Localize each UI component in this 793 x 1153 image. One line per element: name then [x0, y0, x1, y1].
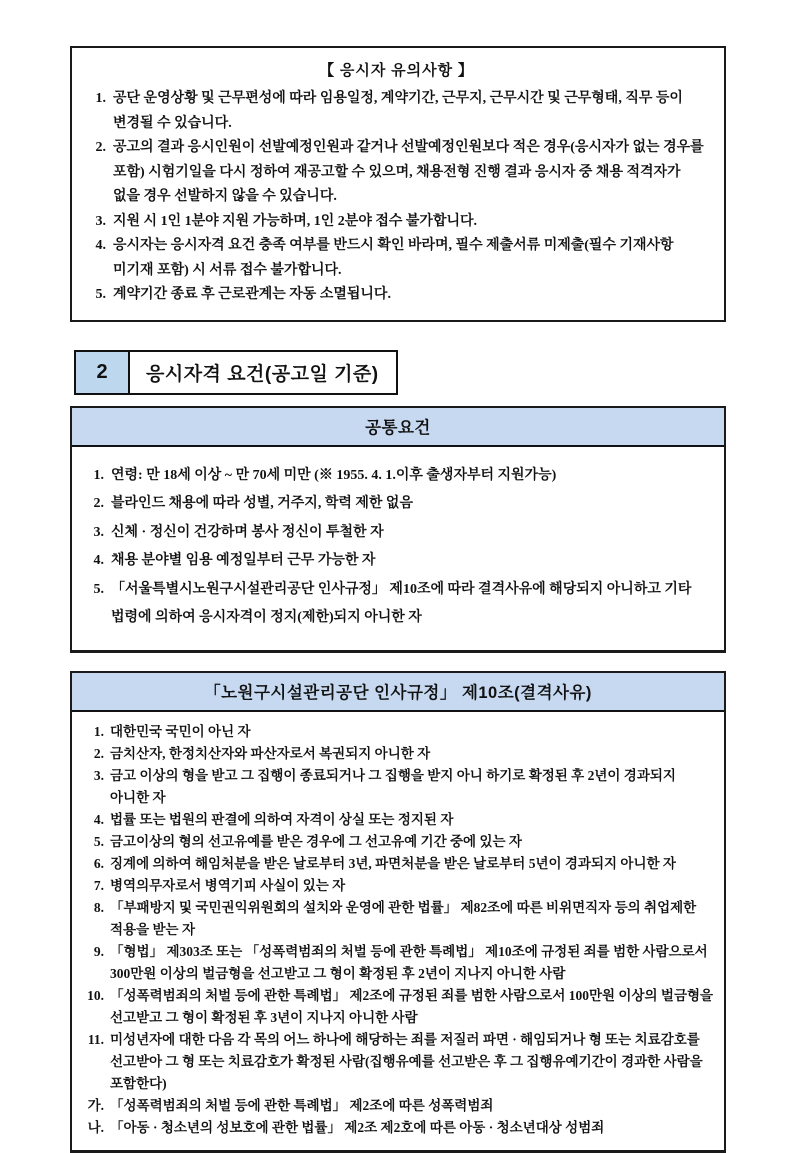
disqualification-subitem: [76, 1095, 714, 1117]
item-text: 법률 또는 법원의 판결에 의하여 자격이 상실 또는 정지된 자: [110, 811, 454, 827]
item-number: 2.: [93, 745, 104, 761]
disqualification-item: [76, 721, 714, 743]
item-text: 공고의 결과 응시인원이 선발예정인원과 같거나 선발예정인원보다 적은 경우(응시자가 없는 경우를 포함) 시험기일을 다시 정하여 재공고할 수 있으며, 채용전형 진행 결과 응시자 중 채용 적격자가 없을 경우 선발하지 않을 수 있습니다.: [113, 140, 704, 204]
item-number: 4.: [93, 811, 104, 827]
disqualification-item: [76, 743, 714, 765]
item-number: 5.: [95, 287, 106, 302]
disqualification-item: [76, 831, 714, 853]
item-number: 1.: [93, 723, 104, 739]
item-number: 2.: [93, 496, 104, 511]
item-number: 9.: [93, 943, 104, 959]
item-number: 6.: [93, 855, 104, 871]
common-requirements-box: [70, 406, 726, 653]
item-text: 「아동 · 청소년의 성보호에 관한 법률」 제2조 제2호에 따른 아동 · 청소년대상 성범죄: [110, 1119, 605, 1135]
item-number: 5.: [93, 833, 104, 849]
notice-item: [82, 87, 711, 136]
item-text: 응시자는 응시자격 요건 충족 여부를 반드시 확인 바라며, 필수 제출서류 미제출(필수 기재사항 미기재 포함) 시 서류 접수 불가합니다.: [113, 238, 674, 278]
section-number-badge: 2: [76, 352, 130, 393]
item-number: 8.: [93, 899, 104, 915]
item-number: 3.: [93, 524, 104, 540]
item-text: 계약기간 종료 후 근로관계는 자동 소멸됩니다.: [113, 287, 391, 302]
section-header: [74, 350, 398, 395]
item-number: 10.: [87, 987, 104, 1003]
disqualification-item: [76, 853, 714, 875]
disqualification-box: [70, 671, 726, 1153]
item-number: 1.: [95, 91, 106, 106]
notice-item: [82, 210, 711, 235]
item-text: 금치산자, 한정치산자와 파산자로서 복권되지 아니한 자: [110, 745, 431, 761]
disqualification-item: [76, 897, 714, 941]
item-text: 「서울특별시노원구시설관리공단 인사규정」 제10조에 따라 결격사유에 해당되지 아니하고 기타 법령에 의하여 응시자격이 정지(제한)되지 아니한 자: [111, 581, 692, 625]
disqualification-item: [76, 809, 714, 831]
item-text: 「형법」 제303조 또는 「성폭력범죄의 처벌 등에 관한 특례법」 제10조에 규정된 죄를 범한 사람으로서 300만원 이상의 벌금형을 선고받고 그 형이 확정된 후 2년이 지나지 아니한 사람: [110, 943, 708, 981]
item-text: 금고 이상의 형을 받고 그 집행이 종료되거나 그 집행을 받지 아니 하기로 확정된 후 2년이 경과되지 아니한 자: [110, 767, 676, 805]
disqualification-item: [76, 765, 714, 809]
disqualification-subitem: [76, 1117, 714, 1139]
requirement-item: [80, 519, 712, 548]
item-text: 대한민국 국민이 아닌 자: [110, 723, 251, 739]
item-number: 3.: [95, 213, 106, 229]
item-number: 나.: [87, 1119, 104, 1135]
disqualification-item: [76, 985, 714, 1029]
notice-box: [70, 46, 726, 322]
requirement-item: [80, 576, 712, 633]
disqualification-item: [76, 941, 714, 985]
item-text: 신체 · 정신이 건강하며 봉사 정신이 투철한 자: [111, 524, 384, 540]
item-text: 미성년자에 대한 다음 각 목의 어느 하나에 해당하는 죄를 저질러 파면 · 해임되거나 형 또는 치료감호를 선고받아 그 형 또는 치료감호가 확정된 사람(집행유예를 선고받은 후 그 집행유예기간이 경과한 사람을 포함한다): [110, 1031, 703, 1091]
item-text: 연령: 만 18세 이상 ~ 만 70세 미만 (※ 1955. 4. 1.이후 출생자부터 지원가능): [111, 467, 557, 483]
item-number: 가.: [87, 1097, 104, 1113]
item-text: 채용 분야별 임용 예정일부터 근무 가능한 자: [111, 553, 376, 568]
item-text: 징계에 의하여 해임처분을 받은 날로부터 3년, 파면처분을 받은 날로부터 5년이 경과되지 아니한 자: [110, 855, 676, 871]
disqualification-body: [72, 712, 724, 1150]
item-number: 3.: [93, 767, 104, 783]
disqualification-item: [76, 875, 714, 897]
requirement-item: [80, 490, 712, 519]
section-title: 응시자격 요건(공고일 기준): [130, 352, 396, 393]
notice-item: [82, 136, 711, 210]
disqualification-header: 「노원구시설관리공단 인사규정」 제10조(결격사유): [72, 673, 724, 712]
item-number: 7.: [93, 877, 104, 893]
item-text: 블라인드 채용에 따라 성별, 거주지, 학력 제한 없음: [111, 496, 413, 511]
item-text: 「성폭력범죄의 처벌 등에 관한 특례법」 제2조에 규정된 죄를 범한 사람으로서 100만원 이상의 벌금형을 선고받고 그 형이 확정된 후 3년이 지나지 아니한 사람: [110, 987, 714, 1025]
item-number: 4.: [93, 553, 104, 568]
item-text: 병역의무자로서 병역기피 사실이 있는 자: [110, 877, 346, 893]
item-text: 지원 시 1인 1분야 지원 가능하며, 1인 2분야 접수 불가합니다.: [113, 213, 478, 229]
notice-box-title: 【 응시자 유의사항 】: [319, 63, 474, 79]
requirement-item: [80, 547, 712, 576]
notice-item: [82, 283, 711, 308]
item-text: 공단 운영상황 및 근무편성에 따라 임용일정, 계약기간, 근무지, 근무시간 및 근무형태, 직무 등이 변경될 수 있습니다.: [113, 91, 683, 131]
common-requirements-header: 공통요건: [72, 408, 724, 447]
item-number: 5.: [93, 581, 104, 597]
item-number: 4.: [95, 238, 106, 253]
item-number: 11.: [87, 1031, 104, 1047]
notice-item: [82, 234, 711, 283]
item-text: 금고이상의 형의 선고유예를 받은 경우에 그 선고유예 기간 중에 있는 자: [110, 833, 522, 849]
item-number: 2.: [95, 140, 106, 155]
disqualification-item: [76, 1029, 714, 1095]
item-number: 1.: [93, 467, 104, 483]
requirement-item: [80, 462, 712, 491]
item-text: 「성폭력범죄의 처벌 등에 관한 특례법」 제2조에 따른 성폭력범죄: [110, 1097, 494, 1113]
common-requirements-body: [72, 447, 724, 650]
item-text: 「부패방지 및 국민권익위원회의 설치와 운영에 관한 법률」 제82조에 따른 비위면직자 등의 취업제한 적용을 받는 자: [110, 899, 697, 937]
